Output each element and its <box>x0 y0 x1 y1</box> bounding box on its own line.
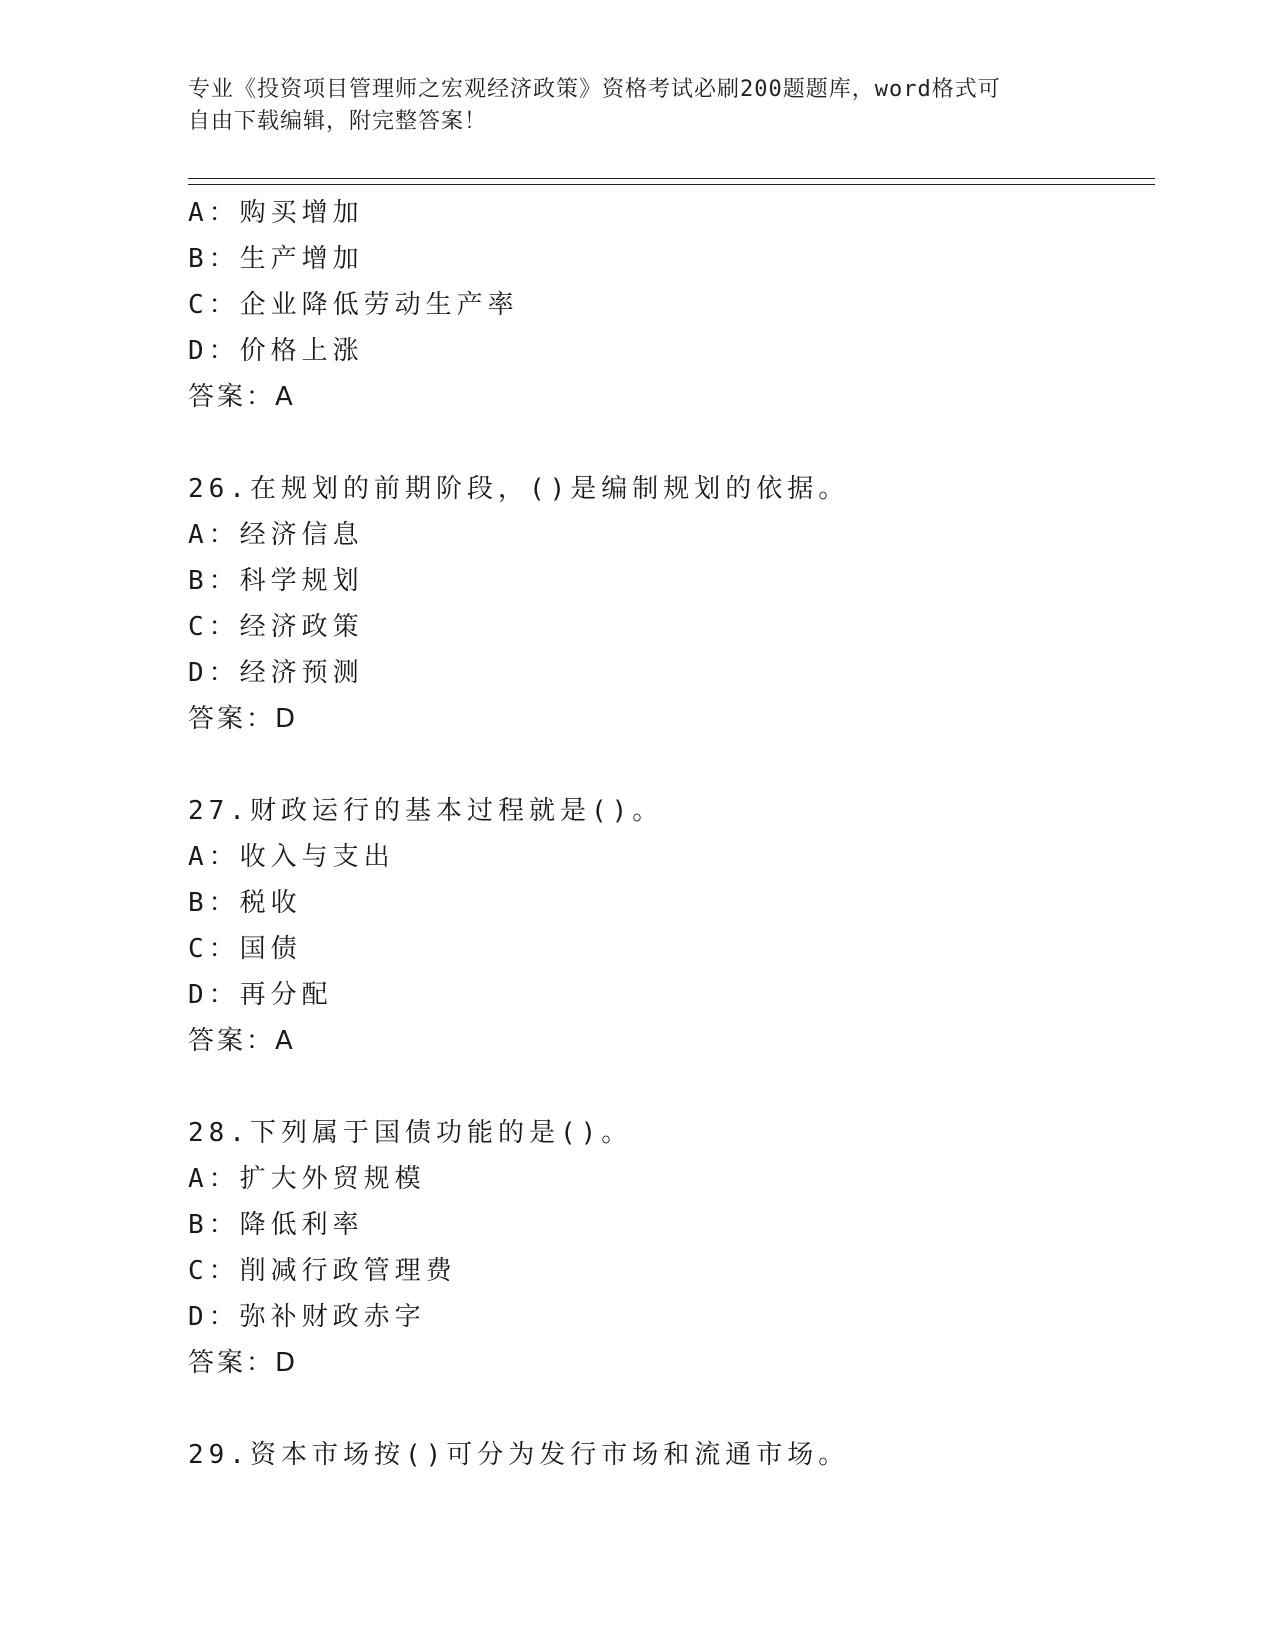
option-d: D：经济预测 <box>188 658 364 688</box>
header-divider <box>188 178 1155 185</box>
question-stem: 26.在规划的前期阶段，()是编制规划的依据。 <box>188 474 850 504</box>
option-b: B：降低利率 <box>188 1210 364 1240</box>
option-c: C：经济政策 <box>188 612 364 642</box>
answer-line: 答案：A <box>188 1026 296 1056</box>
answer-line: 答案：A <box>188 382 296 412</box>
question-block-25 <box>188 190 1148 420</box>
header-title-line-1: 专业《投资项目管理师之宏观经济政策》资格考试必刷200题题库，word格式可 <box>188 77 1001 102</box>
option-b: B：生产增加 <box>188 244 364 274</box>
answer-line: 答案：D <box>188 1348 299 1378</box>
option-a: A：经济信息 <box>188 520 364 550</box>
question-block-27 <box>188 788 1148 1064</box>
question-block-28 <box>188 1110 1148 1386</box>
option-b: B：科学规划 <box>188 566 364 596</box>
option-d: D：弥补财政赤字 <box>188 1302 426 1332</box>
question-stem: 27.财政运行的基本过程就是()。 <box>188 796 664 826</box>
question-stem: 28.下列属于国债功能的是()。 <box>188 1118 633 1148</box>
option-d: D：再分配 <box>188 980 333 1010</box>
option-a: A：购买增加 <box>188 198 364 228</box>
option-b: B：税收 <box>188 888 302 918</box>
option-c: C：企业降低劳动生产率 <box>188 290 519 320</box>
option-d: D：价格上涨 <box>188 336 364 366</box>
option-c: C：国债 <box>188 934 302 964</box>
option-c: C：削减行政管理费 <box>188 1256 457 1286</box>
header-title-line-2: 自由下载编辑，附完整答案！ <box>188 109 488 134</box>
answer-line: 答案：D <box>188 704 299 734</box>
document-header <box>188 74 1068 138</box>
question-block-26 <box>188 466 1148 742</box>
option-a: A：收入与支出 <box>188 842 395 872</box>
question-stem: 29.资本市场按()可分为发行市场和流通市场。 <box>188 1440 850 1470</box>
option-a: A：扩大外贸规模 <box>188 1164 426 1194</box>
question-list <box>188 190 1148 1478</box>
question-block-29 <box>188 1432 1148 1478</box>
